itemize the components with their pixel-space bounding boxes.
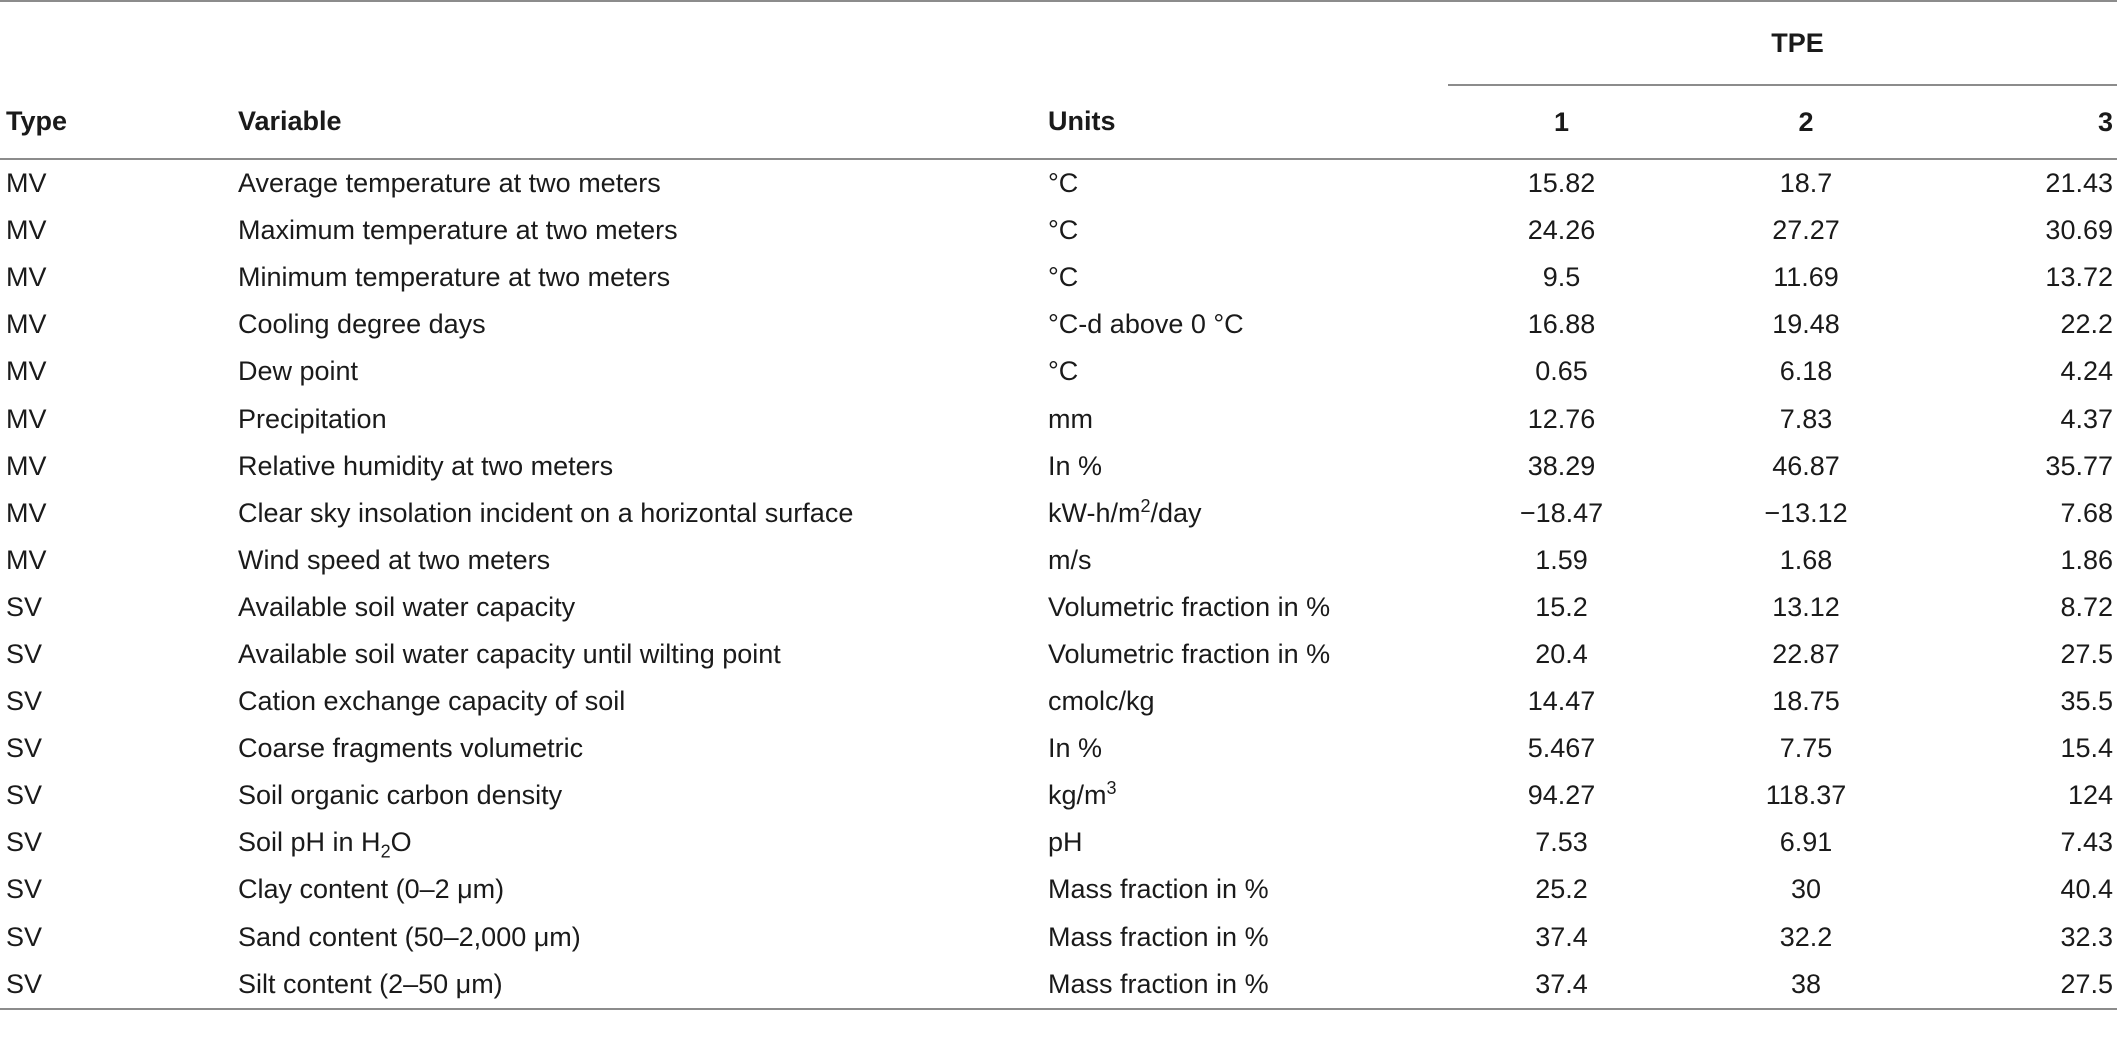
cell-tpe-2: 27.27 [1772, 215, 1840, 246]
cell-units: °C [1048, 356, 1079, 387]
cell-tpe-2: 30 [1790, 874, 1822, 905]
cell-tpe-1: 1.59 [1535, 544, 1588, 575]
bottom-rule [0, 1009, 2117, 1010]
cell-tpe-3: 35.77 [2045, 450, 2113, 481]
cell-tpe-2: 7.75 [1779, 733, 1833, 764]
cell-units: Volumetric fraction in % [1048, 638, 1331, 669]
cell-tpe-3: 32.3 [2060, 921, 2113, 952]
cell-type: MV [6, 356, 47, 387]
cell-tpe-1: 14.47 [1527, 686, 1596, 717]
cell-tpe-2: 6.18 [1779, 356, 1833, 387]
cell-units: °C [1048, 262, 1079, 293]
cell-tpe-3: 30.69 [2045, 215, 2113, 246]
table-row [0, 961, 2117, 1009]
cell-units: Mass fraction in % [1048, 874, 1269, 905]
cell-tpe-3: 1.86 [2060, 544, 2113, 575]
table-row [0, 490, 2117, 537]
cell-units [1048, 490, 1448, 537]
cell-units-superscript: 2 [1140, 495, 1151, 516]
column-header-tpe-2: 2 [1798, 106, 1814, 137]
cell-variable: Silt content (2–50 μm) [238, 968, 503, 999]
cell-type: SV [6, 686, 43, 717]
cell-type: MV [6, 450, 47, 481]
cell-tpe-3: 22.2 [2060, 309, 2113, 340]
cell-tpe-2: 13.12 [1772, 591, 1840, 622]
cell-variable-text-end: O [390, 827, 412, 858]
cell-tpe-1: 16.88 [1527, 309, 1596, 340]
cell-units: mm [1048, 403, 1093, 434]
cell-tpe-2: 32.2 [1779, 921, 1833, 952]
cell-variable: Cation exchange capacity of soil [238, 686, 626, 717]
cell-variable-text: Soil pH in H [238, 827, 381, 858]
cell-tpe-2: 6.91 [1779, 827, 1833, 858]
column-header-variable: Variable [238, 106, 342, 136]
table-row [0, 866, 2117, 913]
cell-units: m/s [1048, 544, 1092, 575]
table-row [0, 678, 2117, 725]
cell-tpe-1: 38.29 [1527, 450, 1596, 481]
cell-type: MV [6, 168, 47, 199]
table-row [0, 301, 2117, 348]
cell-tpe-1: 25.2 [1535, 874, 1588, 905]
cell-units: °C-d above 0 °C [1048, 309, 1244, 340]
cell-tpe-3: 15.4 [2060, 733, 2113, 764]
cell-units-text: kg/m [1048, 780, 1107, 811]
table-row [0, 584, 2117, 631]
cell-units: pH [1048, 827, 1083, 858]
cell-tpe-3: 7.68 [2060, 497, 2113, 528]
cell-variable: Maximum temperature at two meters [238, 215, 678, 246]
cell-tpe-3: 4.24 [2060, 356, 2113, 387]
cell-units: cmolc/kg [1048, 686, 1155, 717]
table-row [0, 254, 2117, 301]
column-header-type: Type [6, 106, 68, 136]
cell-tpe-3: 7.43 [2060, 827, 2113, 858]
cell-type: MV [6, 215, 47, 246]
cell-tpe-1: 37.4 [1535, 921, 1588, 952]
column-header-tpe-1: 1 [1553, 106, 1570, 137]
cell-variable: Minimum temperature at two meters [238, 262, 671, 293]
table-row [0, 348, 2117, 395]
cell-units-text: kW-h/m [1048, 497, 1141, 528]
cell-variable: Dew point [238, 356, 359, 387]
cell-tpe-1: 7.53 [1535, 827, 1588, 858]
tpe-group-header: TPE [1448, 2, 2117, 85]
cell-variable-subscript: 2 [380, 841, 391, 862]
header-row-columns [0, 85, 2117, 159]
cell-units: Mass fraction in % [1048, 968, 1269, 999]
cell-type: MV [6, 403, 47, 434]
cell-tpe-1: 20.4 [1535, 638, 1588, 669]
cell-units: In % [1048, 733, 1103, 764]
table-row [0, 631, 2117, 678]
table-row [0, 207, 2117, 254]
cell-type: SV [6, 874, 43, 905]
table-row [0, 160, 2117, 207]
cell-type: SV [6, 733, 43, 764]
cell-variable: Relative humidity at two meters [238, 450, 614, 481]
cell-tpe-1: −18.47 [1519, 497, 1604, 528]
cell-variable: Wind speed at two meters [238, 544, 551, 575]
column-header-tpe-3: 3 [2097, 106, 2113, 137]
cell-tpe-1: 37.4 [1535, 968, 1588, 999]
cell-tpe-1: 12.76 [1527, 403, 1596, 434]
cell-units: Mass fraction in % [1048, 921, 1269, 952]
cell-tpe-3: 8.72 [2060, 591, 2113, 622]
cell-type: SV [6, 921, 43, 952]
cell-units-superscript: 3 [1106, 778, 1117, 799]
cell-tpe-2: 18.7 [1779, 168, 1833, 199]
cell-tpe-2: 118.37 [1765, 780, 1847, 811]
cell-tpe-1: 15.2 [1535, 591, 1588, 622]
cell-units-text-end: /day [1150, 497, 1202, 528]
cell-tpe-3: 4.37 [2060, 403, 2113, 434]
table-row [0, 772, 2117, 819]
cell-type: MV [6, 262, 47, 293]
cell-tpe-3: 21.43 [2045, 168, 2113, 199]
cell-tpe-3: 40.4 [2060, 874, 2113, 905]
cell-tpe-2: −13.12 [1764, 497, 1848, 528]
table-row [0, 819, 2117, 866]
cell-variable: Clay content (0–2 μm) [238, 874, 505, 905]
cell-tpe-2: 18.75 [1772, 686, 1840, 717]
cell-units: °C [1048, 168, 1079, 199]
cell-variable [238, 819, 1048, 866]
cell-variable: Available soil water capacity [238, 591, 576, 622]
table-row [0, 443, 2117, 490]
cell-variable: Clear sky insolation incident on a horizontal surface [238, 497, 854, 528]
cell-tpe-3: 27.5 [2060, 638, 2113, 669]
cell-units [1048, 772, 1448, 819]
cell-tpe-1: 15.82 [1527, 168, 1596, 199]
cell-tpe-2: 1.68 [1779, 544, 1833, 575]
cell-tpe-2: 11.69 [1773, 262, 1839, 293]
cell-type: SV [6, 591, 43, 622]
cell-units: In % [1048, 450, 1103, 481]
cell-variable: Average temperature at two meters [238, 168, 661, 199]
cell-type: SV [6, 968, 43, 999]
cell-type: MV [6, 497, 47, 528]
cell-variable: Sand content (50–2,000 μm) [238, 921, 581, 952]
cell-tpe-2: 7.83 [1779, 403, 1833, 434]
cell-tpe-3: 35.5 [2060, 686, 2113, 717]
cell-type: SV [6, 780, 43, 811]
cell-variable: Cooling degree days [238, 309, 486, 340]
cell-tpe-2: 22.87 [1772, 638, 1840, 669]
cell-tpe-1: 24.26 [1527, 215, 1596, 246]
table-row [0, 537, 2117, 584]
cell-tpe-3: 124 [2067, 780, 2113, 811]
cell-units: °C [1048, 215, 1079, 246]
cell-type: SV [6, 827, 43, 858]
header-row-group [0, 2, 2117, 85]
cell-tpe-1: 0.65 [1535, 356, 1588, 387]
cell-type: SV [6, 638, 43, 669]
cell-units: Volumetric fraction in % [1048, 591, 1331, 622]
table-row [0, 725, 2117, 772]
cell-tpe-1: 9.5 [1542, 262, 1581, 293]
cell-type: MV [6, 544, 47, 575]
cell-variable: Coarse fragments volumetric [238, 733, 584, 764]
cell-variable: Available soil water capacity until wilting point [238, 638, 781, 669]
cell-tpe-2: 38 [1790, 968, 1822, 999]
cell-tpe-2: 46.87 [1772, 450, 1840, 481]
cell-tpe-3: 13.72 [2045, 262, 2113, 293]
table-row [0, 914, 2117, 961]
cell-tpe-3: 27.5 [2060, 968, 2113, 999]
table-row [0, 395, 2117, 442]
cell-tpe-2: 19.48 [1772, 309, 1840, 340]
cell-type: MV [6, 309, 47, 340]
cell-tpe-1: 5.467 [1527, 733, 1596, 764]
cell-tpe-1: 94.27 [1527, 780, 1596, 811]
column-header-units: Units [1048, 106, 1116, 136]
cell-variable: Soil organic carbon density [238, 780, 563, 811]
table-body [0, 160, 2117, 1009]
cell-variable: Precipitation [238, 403, 387, 434]
